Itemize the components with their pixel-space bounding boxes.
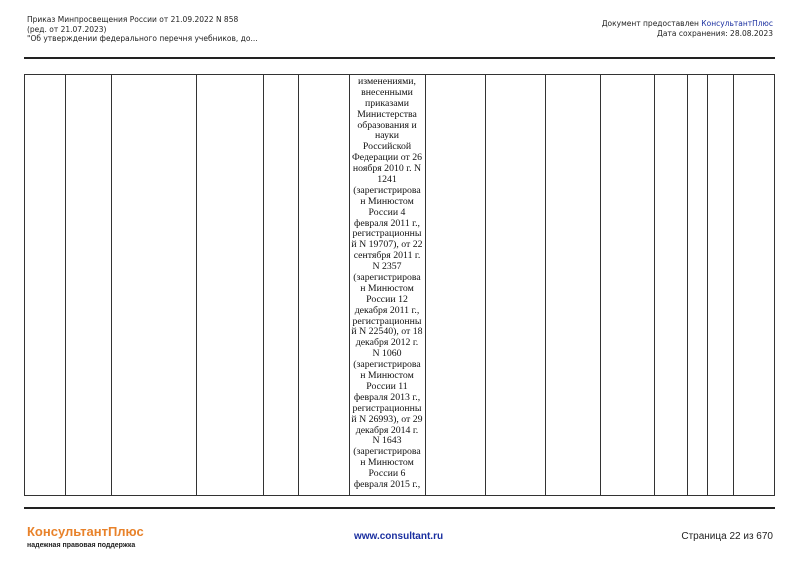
provided-label: Документ предоставлен	[601, 19, 702, 28]
table-cell	[349, 77, 425, 491]
cell-text-line: изменениями,	[358, 76, 416, 87]
cell-text-line: й N 19707), от 22	[351, 239, 423, 251]
cell-text-line: образования и	[357, 119, 417, 131]
page-number: Страница 22 из 670	[681, 531, 773, 542]
cell-text-line: N 2357	[372, 261, 402, 273]
cell-text-line: февраля 2015 г.,	[353, 478, 421, 490]
cell-text-line: декабря 2014 г.	[355, 424, 419, 436]
header-line: Приказ Минпросвещения России от 21.09.2022 N 858	[27, 15, 239, 24]
cell-text-line: 1241	[377, 174, 397, 186]
cell-text-line: внесенными	[361, 86, 413, 98]
cell-text-line: декабря 2012 г.	[355, 337, 419, 349]
cell-text-line: ноября 2010 г. N	[352, 163, 422, 175]
cell-text-line: й N 26993), от 29	[351, 413, 423, 425]
column-divider	[65, 74, 66, 496]
header-line: (ред. от 21.07.2023)	[27, 24, 107, 34]
cell-text-line: Российской	[362, 141, 412, 153]
cell-text-line: декабря 2011 г.,	[354, 304, 420, 316]
cell-text-line: й N 22540), от 18	[351, 326, 423, 338]
cell-text-line: февраля 2011 г.,	[354, 217, 420, 229]
cell-text-line: регистрационны	[352, 228, 422, 240]
column-divider	[111, 74, 112, 496]
cell-text-line: науки	[375, 130, 399, 142]
header-divider	[24, 57, 775, 59]
cell-text-line: н Минюстом	[360, 282, 414, 294]
cell-text-line: (зарегистрирова	[353, 446, 421, 458]
provider-link[interactable]: КонсультантПлюс	[701, 19, 773, 28]
header-line: "Об утверждении федерального перечня учебников, до...	[27, 34, 258, 43]
column-divider	[707, 74, 708, 496]
consultantplus-logo: КонсультантПлюс	[27, 524, 144, 539]
cell-text-line: февраля 2013 г.,	[353, 391, 421, 403]
cell-text-line: регистрационны	[352, 402, 422, 414]
provider-info	[602, 19, 773, 38]
cell-text-line: н Минюстом	[360, 370, 414, 382]
column-divider	[485, 74, 486, 496]
cell-text-line: России 6	[368, 468, 406, 480]
column-divider	[600, 74, 601, 496]
cell-text-line: (зарегистрирова	[353, 184, 421, 196]
logo-tagline: надежная правовая поддержка	[27, 542, 136, 549]
save-date: Дата сохранения: 28.08.2023	[657, 28, 773, 38]
cell-text-line: н Минюстом	[360, 195, 414, 207]
cell-text-line: приказами	[364, 97, 409, 109]
column-divider	[545, 74, 546, 496]
cell-text-line: N 1060	[372, 348, 402, 360]
cell-text-line: регистрационны	[352, 315, 422, 327]
cell-text-line: (зарегистрирова	[353, 272, 421, 284]
column-divider	[654, 74, 655, 496]
cell-text-line: н Минюстом	[360, 457, 414, 469]
footer-divider	[24, 507, 775, 509]
cell-text-line: России 11	[366, 380, 408, 392]
cell-text-line: Федерации от 26	[351, 152, 422, 164]
column-divider	[298, 74, 299, 496]
column-divider	[687, 74, 688, 496]
column-divider	[425, 74, 426, 496]
cell-text-line: N 1643	[372, 435, 402, 447]
document-header-info	[27, 15, 258, 44]
cell-text-line: России 4	[368, 206, 406, 218]
column-divider	[733, 74, 734, 496]
website-link[interactable]: www.consultant.ru	[354, 531, 444, 542]
cell-text-line: сентября 2011 г.	[353, 250, 421, 262]
column-divider	[196, 74, 197, 496]
cell-text-line: России 12	[366, 293, 408, 305]
column-divider	[263, 74, 264, 496]
cell-text-line: Министерства	[357, 108, 417, 120]
cell-text-line: (зарегистрирова	[353, 359, 421, 371]
